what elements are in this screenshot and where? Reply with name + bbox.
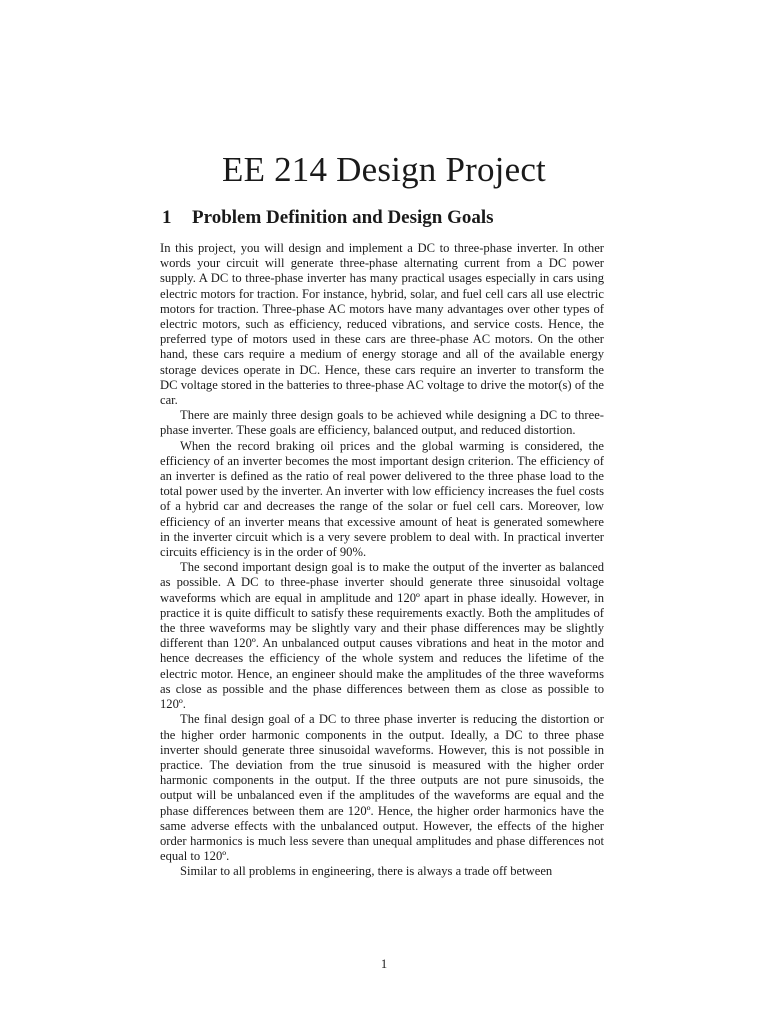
paragraph-trade-off: Similar to all problems in engineering, there is always a trade off between [180,864,553,879]
section-body [160,241,604,880]
paragraph-balanced-output: The second important design goal is to make the output of the inverter as balanced as possible. A DC to three-phase inverter should generate three sinusoidal voltage waveforms which are equal in amplitude and 120º apart in phase ideally. However, in practice it is quite difficult to satisfy these requirements exactly. Both the amplitudes of the three waveforms may be slightly vary and their phase differences may be slightly different than 120º. An unbalanced output causes vibrations and heat in the motor and hence decreases the efficiency of the whole system and reduces the lifetime of the electric motor. Hence, an engineer should make the amplitudes of the three waveforms as close as possible and the phase differences between them as close as possible to 120º. [160,560,604,712]
section-title: Problem Definition and Design Goals [192,207,494,228]
paragraph-efficiency: When the record braking oil prices and the global warming is considered, the efficiency of an inverter becomes the most important design criterion. The efficiency of an inverter is defined as the ratio of real power delivered to the three phase load to the total power used by the inverter. An inverter with low efficiency increases the fuel costs of a hybrid car and decreases the range of the solar or fuel cell cars. Moreover, low efficiency of an inverter means that excessive amount of heat is generated somewhere in the inverter circuit which is a very severe problem to deal with. In practical inverter circuits efficiency is in the order of 90%. [160,438,604,560]
paragraph-distortion: The final design goal of a DC to three phase inverter is reducing the distortion or the higher order harmonic components in the output. Ideally, a DC to three phase inverter should generate three sinusoidal waveforms. However, this is not possible in practice. The deviation from the true sinusoid is measured with the higher order harmonic components in the output. If the three outputs are not pure sinusoids, the output will be unbalanced even if the amplitudes of the waveforms are equal and the phase differences between them are 120º. Hence, the higher order harmonics have the same adverse effects with the unbalanced output. However, the effects of the higher order harmonics is much less severe than unequal amplitudes and phase differences not equal to 120º. [160,712,604,864]
document-title: EE 214 Design Project [221,150,546,189]
paragraph-intro: In this project, you will design and implement a DC to three-phase inverter. In other words your circuit will generate three-phase alternating current from a DC power supply. A DC to three-phase inverter has many practical usages especially in cars using electric motors for traction. For instance, hybrid, solar, and fuel cell cars all use electric motors for traction. Three-phase AC motors have many advantages over other types of electric motors, such as efficiency, reduced vibrations, and service costs. Hence, the preferred type of motors used in these cars are three-phase AC motors. On the other hand, these cars require a medium of energy storage and all of the available energy storage devices operate in DC. Hence, these cars require an inverter to transform the DC voltage stored in the batteries to three-phase AC voltage to drive the motor(s) of the car. [160,241,604,408]
section-heading [162,207,494,229]
section-number: 1 [162,207,172,228]
page-number: 1 [380,957,388,971]
paragraph-design-goals: There are mainly three design goals to be achieved while designing a DC to three-phase inverter. These goals are efficiency, balanced output, and reduced distortion. [160,408,604,438]
